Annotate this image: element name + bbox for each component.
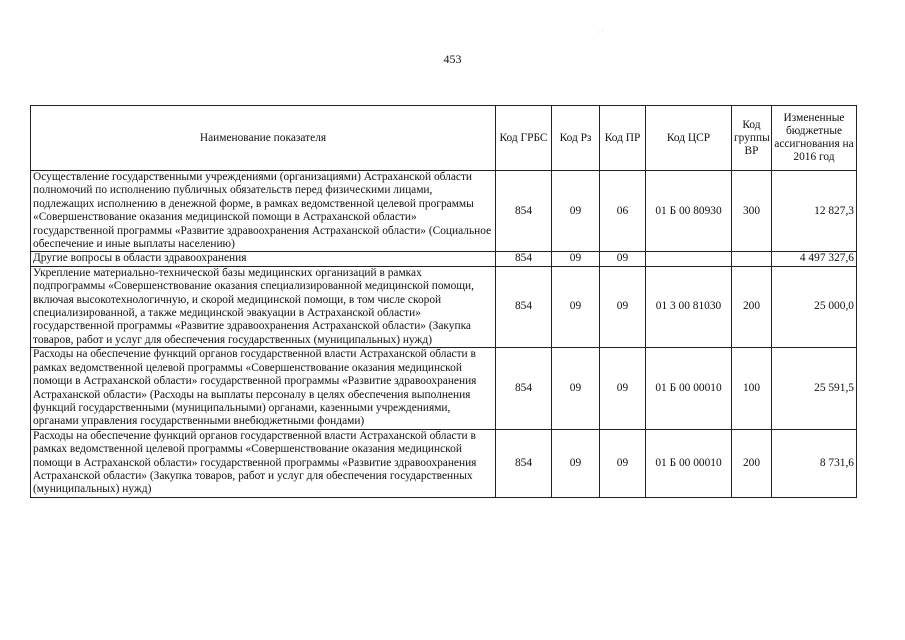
row-amount: 25 000,0: [772, 266, 857, 347]
row-rz: 09: [552, 252, 600, 266]
row-rz: 09: [552, 348, 600, 429]
row-csr: 01 3 00 81030: [646, 266, 732, 347]
row-amount: 4 497 327,6: [772, 252, 857, 266]
row-rz: 09: [552, 266, 600, 347]
row-name: Расходы на обеспечение функций органов государственной власти Астраханской области в рамках ведомственной целевой программы «Совершенствование оказания медицинской помощи в Астраханской области» государственной программы «Развитие здравоохранения Астраханской области» (Расходы на выплаты персоналу в целях обеспечения выполнения функций государственными (муниципальными) органами, казенными учреждениями, органами управления государственными внебюджетными фондами): [31, 348, 496, 429]
table-row: [31, 348, 857, 429]
table-row: [31, 429, 857, 497]
row-pr: 09: [600, 266, 646, 347]
row-vr: 300: [732, 171, 772, 252]
header-vr: Код группы ВР: [732, 106, 772, 171]
table-row: [31, 266, 857, 347]
row-amount: 25 591,5: [772, 348, 857, 429]
row-amount: 12 827,3: [772, 171, 857, 252]
scan-artifact-mark: · ': [597, 28, 604, 37]
header-pr: Код ПР: [600, 106, 646, 171]
row-name: Расходы на обеспечение функций органов государственной власти Астраханской области в рамках ведомственной целевой программы «Совершенствование оказания медицинской помощи в Астраханской области» государственной программы «Развитие здравоохранения Астраханской области» (Закупка товаров, работ и услуг для обеспечения государственных (муниципальных) нужд): [31, 429, 496, 497]
row-rz: 09: [552, 429, 600, 497]
row-pr: 09: [600, 429, 646, 497]
row-grbs: 854: [496, 266, 552, 347]
row-pr: 09: [600, 348, 646, 429]
header-amount: Измененные бюджетные ассигнования на 2016 год: [772, 106, 857, 171]
row-vr: 200: [732, 266, 772, 347]
row-vr: 200: [732, 429, 772, 497]
table-header-row: [31, 106, 857, 171]
row-name: Другие вопросы в области здравоохранения: [31, 252, 496, 266]
page-number: 453: [443, 52, 462, 66]
header-csr: Код ЦСР: [646, 106, 732, 171]
row-grbs: 854: [496, 252, 552, 266]
row-amount: 8 731,6: [772, 429, 857, 497]
budget-table: [30, 105, 857, 498]
row-grbs: 854: [496, 429, 552, 497]
row-pr: 09: [600, 252, 646, 266]
row-rz: 09: [552, 171, 600, 252]
header-rz: Код Рз: [552, 106, 600, 171]
row-vr: 100: [732, 348, 772, 429]
row-vr: [732, 252, 772, 266]
row-grbs: 854: [496, 171, 552, 252]
row-csr: 01 Б 00 00010: [646, 348, 732, 429]
table-row: [31, 171, 857, 252]
row-csr: [646, 252, 732, 266]
row-grbs: 854: [496, 348, 552, 429]
row-name: Осуществление государственными учреждениями (организациями) Астраханской области полномочий по исполнению публичных обязательств перед физическими лицами, подлежащих исполнению в денежной форме, в рамках ведомственной целевой программы «Совершенствование оказания медицинской помощи в Астраханской области» государственной программы «Развитие здравоохранения Астраханской области» (Социальное обеспечение и иные выплаты населению): [31, 171, 496, 252]
row-pr: 06: [600, 171, 646, 252]
header-grbs: Код ГРБС: [496, 106, 552, 171]
header-name: Наименование показателя: [31, 106, 496, 171]
table-row: [31, 252, 857, 266]
row-csr: 01 Б 00 80930: [646, 171, 732, 252]
row-name: Укрепление материально-технической базы медицинских организаций в рамках подпрограммы «Совершенствование оказания специализированной медицинской помощи, включая высокотехнологичную, и скорой медицинской помощи, в том числе скорой специализированной, а также медицинской эвакуации в Астраханской области» государственной программы «Развитие здравоохранения Астраханской области» (Закупка товаров, работ и услуг для обеспечения государственных (муниципальных) нужд): [31, 266, 496, 347]
row-csr: 01 Б 00 00010: [646, 429, 732, 497]
